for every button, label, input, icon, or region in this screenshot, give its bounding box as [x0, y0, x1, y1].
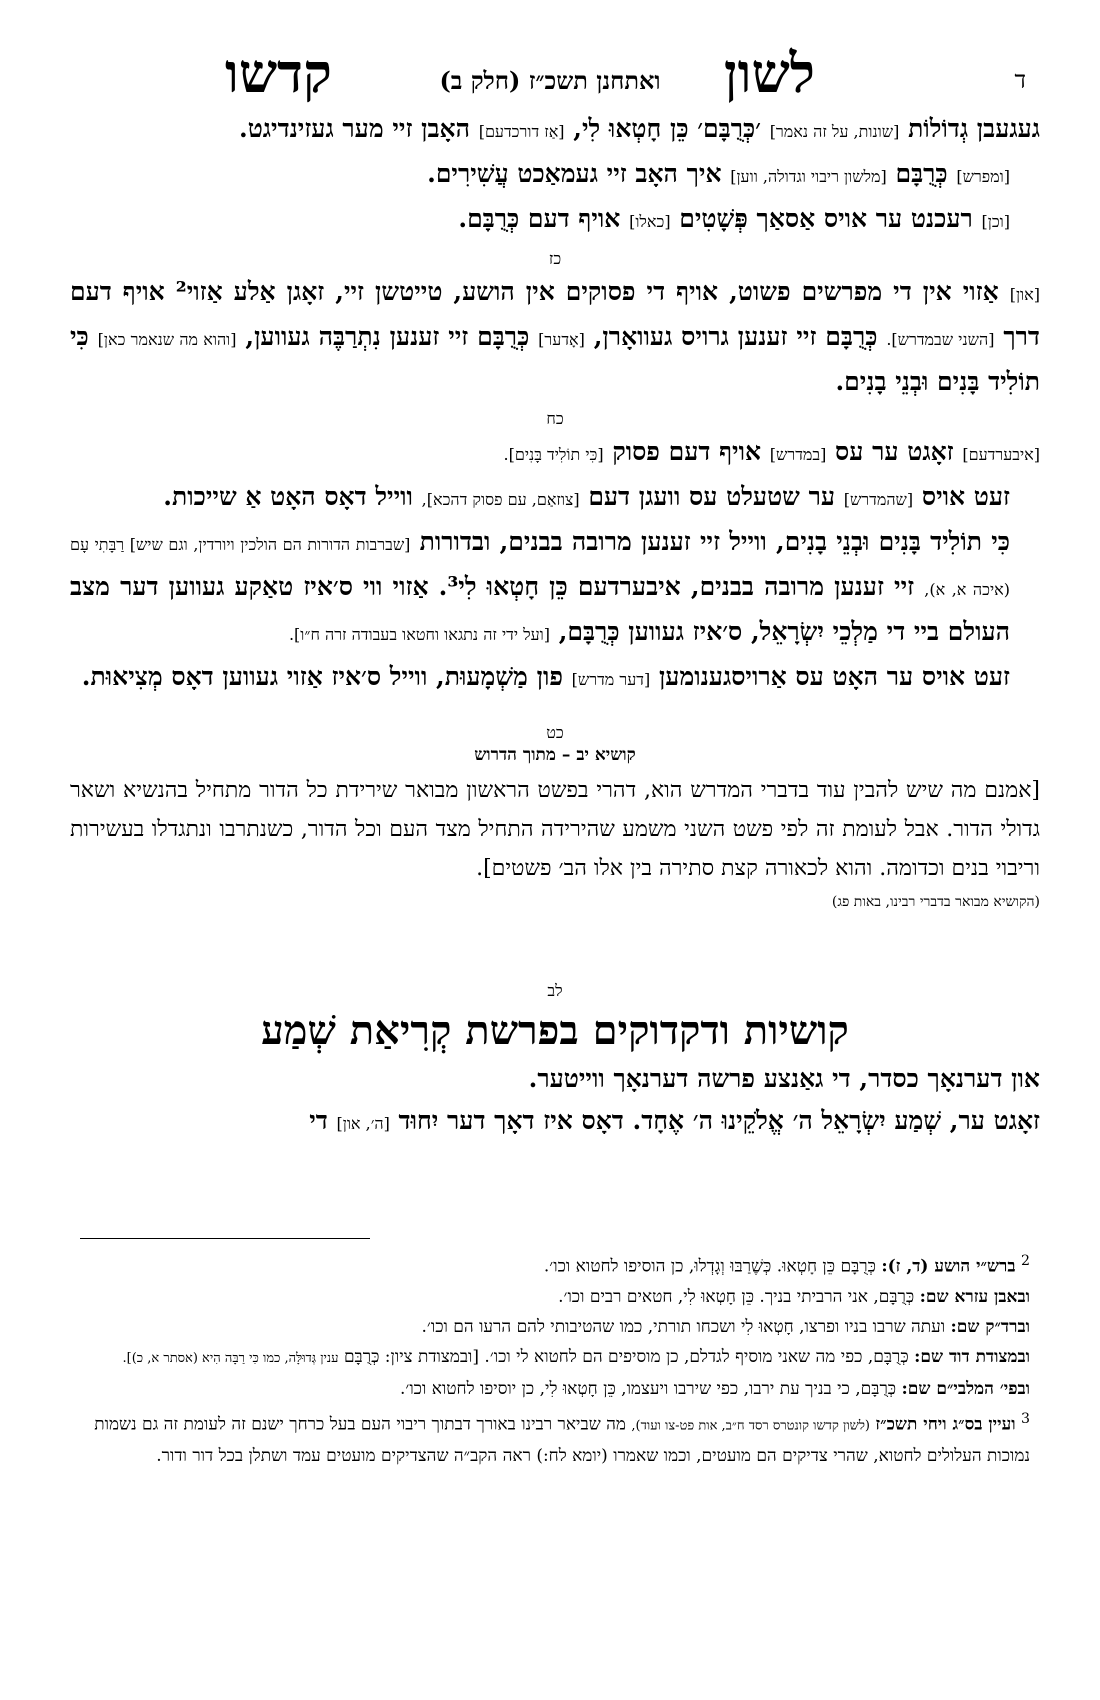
paragraph: [איבערדעם] זאָגט ער עס [במדרש] אויף דעם פסוק [כִּי תוֹלִיד בָּנִים]. — [503, 437, 1040, 466]
footnote-line: ובאבן עזרא שם: כְּרֻבָּם, אני הרביתי בניך. כֵּן חָטְאוּ לִי, חטאים רבים וכו׳. — [558, 1286, 1030, 1307]
paragraph: געגעבן גְדוֹלוֹת [שונות, על זה נאמר] ׳כְּרֻבָּם׳ כֵּן חָטְאוּ לִי, [אַז דורכדעם] האָבן זיי מער געזינדיגט. — [239, 114, 1040, 143]
footnote: $^2$ ברש״י הושע (ד, ז): כְּרֻבָּם כֵּן חָטְאוּ. כְּשֶׁרַבּוּ וְגָדְלוּ, כן הוסיפו לחטוא וכו׳. — [543, 1253, 1030, 1277]
footnote: $^3$ ועיין בס״ג ויחי תשכ״ז (לשון קדשו קונטרס רסד ח״ב, אות פט-צו ועוד), מה שביאר רבינו באורך דבתוך ריבוי העם בעל כרחך ישנם זה לעומת זה גם נשמות נמוכות העלולים לחטוא, שהרי צדיקים הם מועטים, וכמו שאמרו (יומא לח:) ראה הקב״ה שהצדיקים מועטים עמד ושתלן בכל דור ודור. — [94, 1410, 1030, 1467]
paragraph: זעט אויס ער האָט עס אַרויסגענומען [דער מדרש] פון מַשְׁמָעוּת, ווייל ס׳איז אַזוי געווען דאָס מְצִיאוּת. — [81, 662, 1010, 691]
paragraph: און דערנאָך כסדר, די גאַנצע פרשה דערנאָך ווייטער. — [528, 1064, 1040, 1093]
header-parsha: ואתחנן תשכ״ז (חלק ב) — [439, 66, 661, 95]
section-number: כט — [546, 723, 564, 742]
question-note: (הקושיא מבואר בדברי רבינו, באות פג) — [831, 894, 1040, 910]
section-number: כז — [548, 249, 562, 268]
footnotes — [70, 1246, 1030, 1471]
section-number: כח — [546, 409, 564, 428]
main-body — [70, 108, 1040, 1145]
paragraph: זאָגט ער, שְׁמַע יִשְׂרָאֵל ה׳ אֱלֹקֵינוּ ה׳ אֶחָד. דאָס איז דאָך דער יִחוּד [ה׳, און] די — [309, 1106, 1040, 1135]
paragraph: [ומפרש] כְּרֻבָּם [מלשון ריבוי וגדולה, ווען] איך האָב זיי געמאַכט עֲשִׁירִים. — [427, 159, 1010, 188]
chapter-title: קושיות ודקדוקים בפרשת קְרִיאַת שְׁמַע — [261, 1007, 849, 1054]
footnote-line: ובפי׳ המלבי״ם שם: כְּרֻבָּם, כי בניך עת ירבו, כפי שירבו ויעצמו, כֵּן חָטְאוּ לִי, כן יוסיפו לחטוא וכו׳. — [400, 1378, 1030, 1399]
footnote-line: וברד״ק שם: ועתה שרבו בניו ופרצו, חָטְאוּ לִי ושכחו תורתי, כמו שהטיבותי להם הרעו הם וכו׳. — [421, 1316, 1030, 1337]
section-number: לב — [547, 981, 563, 1000]
paragraph: [וכן] רעכנט ער אויס אַסאַך פְּשָׁטִים [כאלו] אויף דעם כְּרֻבָּם. — [458, 204, 1010, 233]
footnote-separator — [80, 1238, 370, 1239]
header-title-left: קדשו — [225, 41, 332, 105]
paragraph: [און] אַזוי אין די מפרשים פשוט, אויף די פסוקים אין הושע, טייטשן זיי, זאָגן אַלע אַזוי² אויף דעם דרך [השני שבמדרש]. כְּרֻבָּם זיי זענען גרויס געוואָרן, [אָדער] כְּרֻבָּם זיי זענען נִתְרַבֶּה געווען, [והוא מה שנאמר כאן] כִּי תוֹלִיד בָּנִים וּבְנֵי בָנִים. — [70, 277, 1040, 396]
header-title-right: לשון — [723, 41, 815, 105]
page-number: ד — [1014, 66, 1026, 94]
question-text: [אמנם מה שיש להבין עוד בדברי המדרש הוא, דהרי בפשט הראשון מבואר שירידת כל הדור מתחיל בהנשיא ושאר גדולי הדור. אבל לעומת זה לפי פשט השני משמע שהירידה התחיל מצד העם וכל הדור, כשנתרבו ונתגדלו בעשירות וריבוי בנים וכדומה. והוא לכאורה קצת סתירה בין אלו הב׳ פשטים]. — [70, 778, 1040, 881]
paragraph: זעט אויס [שהמדרש] ער שטעלט עס וועגן דעם [צוזאַם, עם פסוק דהכא], ווייל דאָס האָט אַ שייכות. — [163, 482, 1010, 511]
footnote-line: ובמצודת דוד שם: כְּרֻבָּם, כפי מה שאני מוסיף לגדלם, כן מוסיפים הם לחטוא לי וכו׳. [ובמצודת ציון: כְּרֻבָּם ענין גְּדוּלָּה, כמו כִּי רַבָּה הִיא (אסתר א, כ)]. — [122, 1346, 1030, 1367]
paragraph: כִּי תוֹלִיד בָּנִים וּבְנֵי בָנִים, ווייל זיי זענען מרובה בבנים, ובדורות [שברבות הדורות הם הולכין ויורדין, וגם שיש] רַבָּתִי עָם (איכה א, א), זיי זענען מרובה בבנים, איבערדעם כֵּן חָטְאוּ לִי³. אַזוי ווי ס׳איז טאַקע געווען דער מצב העולם ביי די מַלְכֵי יִשְׂרָאֵל, ס׳איז געווען כְּרֻבָּם, [ועל ידי זה נתגאו וחטאו בעבודה זרה ח״ו]. — [70, 527, 1010, 646]
question-heading: קושיא יב – מתוך הדרוש — [474, 745, 636, 765]
